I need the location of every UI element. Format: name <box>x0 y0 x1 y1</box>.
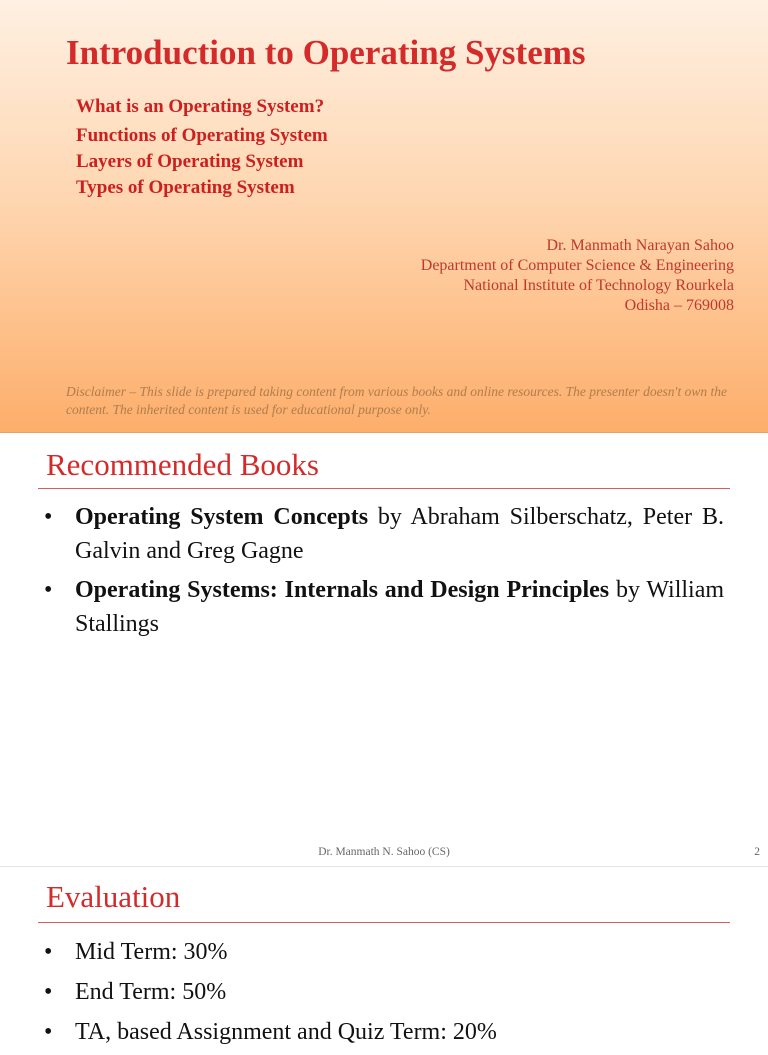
topic-item: Types of Operating System <box>76 177 295 198</box>
author-location: Odisha – 769008 <box>624 297 734 314</box>
book-authors: by Abraham Silberschatz, Peter B. Galvin and Greg Gagne <box>75 504 724 564</box>
bullet-marker: • <box>44 1019 53 1045</box>
book-list <box>44 500 724 646</box>
page-number: 2 <box>754 846 760 858</box>
author-block <box>421 236 734 316</box>
topic-item: Layers of Operating System <box>76 151 304 172</box>
evaluation-text: Mid Term: 30% <box>75 939 228 965</box>
slide-heading: Evaluation <box>46 879 181 914</box>
topic-item: Functions of Operating System <box>76 125 328 146</box>
slide-heading: Recommended Books <box>46 447 319 482</box>
book-title: Operating Systems: Internals and Design Principles <box>75 577 610 603</box>
bullet-marker: • <box>44 939 53 965</box>
bullet-marker: • <box>44 577 53 603</box>
evaluation-text: End Term: 50% <box>75 979 227 1005</box>
books-slide <box>0 433 768 865</box>
author-institute: National Institute of Technology Rourkela <box>463 277 734 294</box>
evaluation-item <box>44 935 724 969</box>
topic-list <box>76 94 328 201</box>
evaluation-item <box>44 975 724 1009</box>
evaluation-slide <box>0 866 768 1045</box>
heading-divider <box>38 488 730 489</box>
evaluation-list <box>44 935 724 1055</box>
evaluation-text: TA, based Assignment and Quiz Term: 20% <box>75 1019 497 1045</box>
slide-footer: Dr. Manmath N. Sahoo (CS) <box>318 846 450 858</box>
evaluation-item <box>44 1015 724 1049</box>
author-name: Dr. Manmath Narayan Sahoo <box>546 237 734 254</box>
disclaimer: Disclaimer – This slide is prepared taking content from various books and online resources. The presenter doesn't own the content. The inherited content is used for educational purpose only. <box>66 384 727 417</box>
title-slide <box>0 0 768 433</box>
book-item <box>44 573 724 641</box>
slide-title: Introduction to Operating Systems <box>66 33 586 72</box>
bullet-marker: • <box>44 504 53 530</box>
topic-item: What is an Operating System? <box>76 96 325 117</box>
book-item <box>44 500 724 568</box>
book-authors: by William Stallings <box>75 577 725 637</box>
author-department: Department of Computer Science & Engineering <box>420 257 734 274</box>
bullet-marker: • <box>44 979 53 1005</box>
book-title: Operating System Concepts <box>75 504 369 530</box>
heading-divider <box>38 922 730 923</box>
